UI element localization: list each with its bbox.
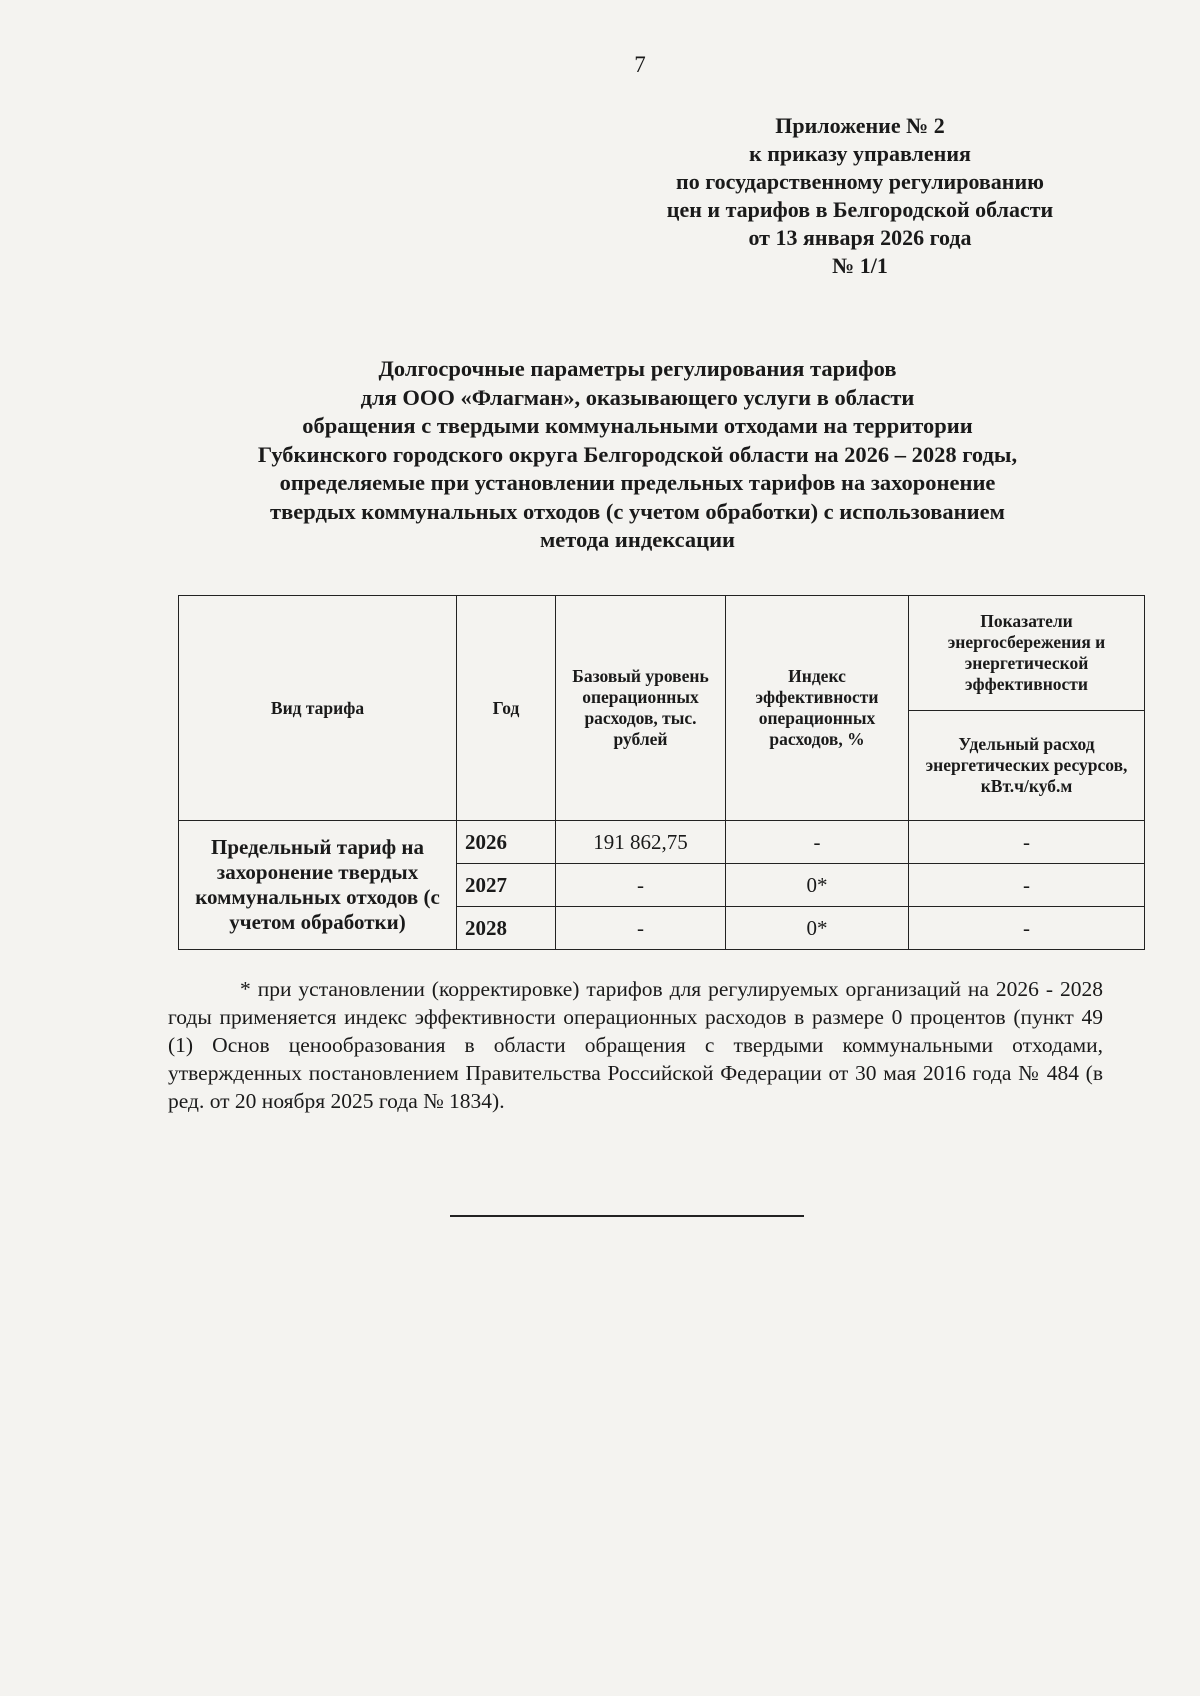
efficiency-index-cell: 0* [726,864,909,907]
page-number: 7 [634,52,646,77]
tariff-parameters-table [178,595,1145,950]
energy-consumption-cell: - [909,864,1145,907]
header-efficiency-index: Индекс эффективности операционных расходов, % [726,596,909,821]
efficiency-index-cell: 0* [726,907,909,950]
energy-consumption-cell: - [909,907,1145,950]
efficiency-index-cell: - [726,821,909,864]
base-level-cell: - [556,907,726,950]
title-line: обращения с твердыми коммунальными отходами на территории [302,413,973,438]
document-title [150,355,1125,555]
year-cell: 2028 [457,907,556,950]
title-line: твердых коммунальных отходов (с учетом обработки) с использованием [270,498,1005,524]
appendix-line: № 1/1 [832,253,888,278]
appendix-line: цен и тарифов в Белгородской области [666,197,1054,222]
table-row [179,821,1145,864]
appendix-line: Приложение № 2 [775,113,945,138]
title-line: Долгосрочные параметры регулирования тарифов [378,356,897,381]
title-line: для ООО «Флагман», оказывающего услуги в области [360,384,915,410]
header-energy-consumption: Удельный расход энергетических ресурсов, кВт.ч/куб.м [909,711,1145,821]
year-cell: 2027 [457,864,556,907]
appendix-line: по государственному регулированию [676,169,1044,194]
base-level-cell: - [556,864,726,907]
appendix-line: от 13 января 2026 года [748,225,972,250]
energy-consumption-cell: - [909,821,1145,864]
title-line: метода индексации [539,527,736,552]
appendix-line: к приказу управления [749,141,971,166]
base-level-cell: 191 862,75 [556,821,726,864]
year-cell: 2026 [457,821,556,864]
title-line: Губкинского городского округа Белгородской области на 2026 – 2028 годы, [257,441,1018,467]
title-line: определяемые при установлении предельных тарифов на захоронение [279,470,996,495]
header-base-level: Базовый уровень операционных расходов, тыс. рублей [556,596,726,821]
tariff-type-cell: Предельный тариф на захоронение твердых коммунальных отходов (с учетом обработки) [179,821,457,950]
appendix-header [560,112,1160,280]
header-tariff-type: Вид тарифа [179,596,457,821]
footnote: * при установлении (корректировке) тарифов для регулируемых организаций на 2026 - 2028 годы применяется индекс эффективности операционных расходов в размере 0 процентов (пункт 49 (1) Основ ценообразования в области обращения с твердыми коммунальными отходами, утвержденных постановлением Правительства Российской Федерации от 30 мая 2016 года № 484 (в ред. от 20 ноября 2025 года № 1834). [168,977,1103,1113]
header-energy-group: Показатели энергосбережения и энергетической эффективности [909,596,1145,711]
header-year: Год [457,596,556,821]
end-divider [450,1215,804,1217]
